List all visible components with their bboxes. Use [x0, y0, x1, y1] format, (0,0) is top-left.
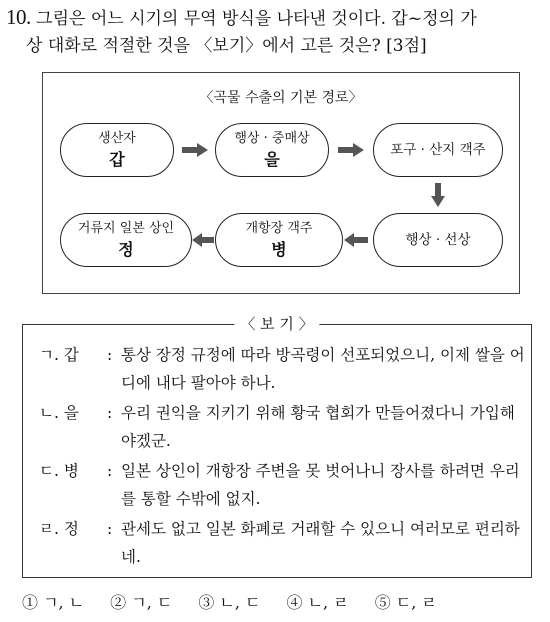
option-colon: :	[107, 520, 113, 538]
answer-choice-5[interactable]: ⑤ ㄷ, ㄹ	[374, 593, 437, 612]
node-role: 행상 · 선상	[405, 232, 471, 248]
question-stem: 그림은 어느 시기의 무역 방식을 나타낸 것이다. 갑~정의 가	[36, 9, 477, 29]
bogi-option-nieun	[39, 399, 529, 455]
arrow-right-icon	[338, 143, 364, 157]
option-label: ㄱ. 갑	[39, 346, 79, 364]
node-japanese-merchant-jeong	[60, 213, 192, 267]
answer-choice-2[interactable]: ② ㄱ, ㄷ	[110, 593, 173, 612]
option-colon: :	[107, 462, 113, 480]
node-role: 개항장 객주	[245, 220, 313, 236]
answer-choices	[22, 592, 532, 614]
answer-choice-3[interactable]: ③ ㄴ, ㄷ	[198, 593, 261, 612]
node-port-gaekju	[373, 123, 503, 177]
node-name: 갑	[109, 149, 125, 169]
arrow-left-icon	[192, 233, 214, 247]
node-producer-gap	[60, 123, 174, 177]
bogi-options	[39, 341, 529, 573]
bogi-box	[22, 315, 532, 578]
arrow-down-icon	[431, 183, 445, 207]
question-number: 10.	[6, 5, 31, 29]
trade-route-diagram	[42, 72, 520, 294]
arrow-right-icon	[182, 143, 208, 157]
bogi-option-rieul	[39, 515, 529, 571]
question-line-1	[6, 4, 546, 33]
question-line-2: 상 대화로 적절한 것을 〈보기〉에서 고른 것은? [3점]	[26, 36, 427, 56]
node-name: 병	[271, 239, 287, 259]
answer-choice-1[interactable]: ① ㄱ, ㄴ	[22, 593, 85, 612]
option-text: 통상 장정 규정에 따라 방곡령이 선포되었으니, 이제 쌀을 어디에 내다 팔아야 하나.	[121, 346, 525, 392]
option-label: ㄷ. 병	[39, 462, 79, 480]
option-text: 관세도 없고 일본 화폐로 거래할 수 있으니 여러모로 편리하네.	[121, 520, 520, 566]
bogi-option-digeut	[39, 457, 529, 513]
option-text: 일본 상인이 개항장 주변을 못 벗어나니 장사를 하려면 우리를 통할 수밖에 없지.	[121, 462, 520, 508]
node-role: 생산자	[98, 130, 136, 146]
node-role: 포구 · 산지 객주	[390, 142, 486, 158]
option-colon: :	[107, 346, 113, 364]
bogi-title: 〈 보 기 〉	[234, 313, 319, 334]
bogi-option-giyeok	[39, 341, 529, 397]
option-text: 우리 권익을 지키기 위해 황국 협회가 만들어졌다니 가입해야겠군.	[121, 404, 515, 450]
arrow-left-icon	[344, 233, 368, 247]
node-ship-merchant	[373, 213, 503, 267]
option-label: ㄴ. 을	[39, 404, 79, 422]
node-role: 행상 · 중매상	[234, 130, 310, 146]
node-peddler-eul	[215, 123, 329, 177]
node-role: 거류지 일본 상인	[77, 220, 175, 236]
node-name: 을	[264, 149, 280, 169]
question-text	[6, 4, 546, 60]
node-treaty-port-gaekju-byeong	[215, 213, 343, 267]
diagram-title: 〈곡물 수출의 기본 경로〉	[199, 90, 363, 106]
node-name: 정	[118, 239, 134, 259]
option-colon: :	[107, 404, 113, 422]
answer-choice-4[interactable]: ④ ㄴ, ㄹ	[286, 593, 349, 612]
option-label: ㄹ. 정	[39, 520, 79, 538]
